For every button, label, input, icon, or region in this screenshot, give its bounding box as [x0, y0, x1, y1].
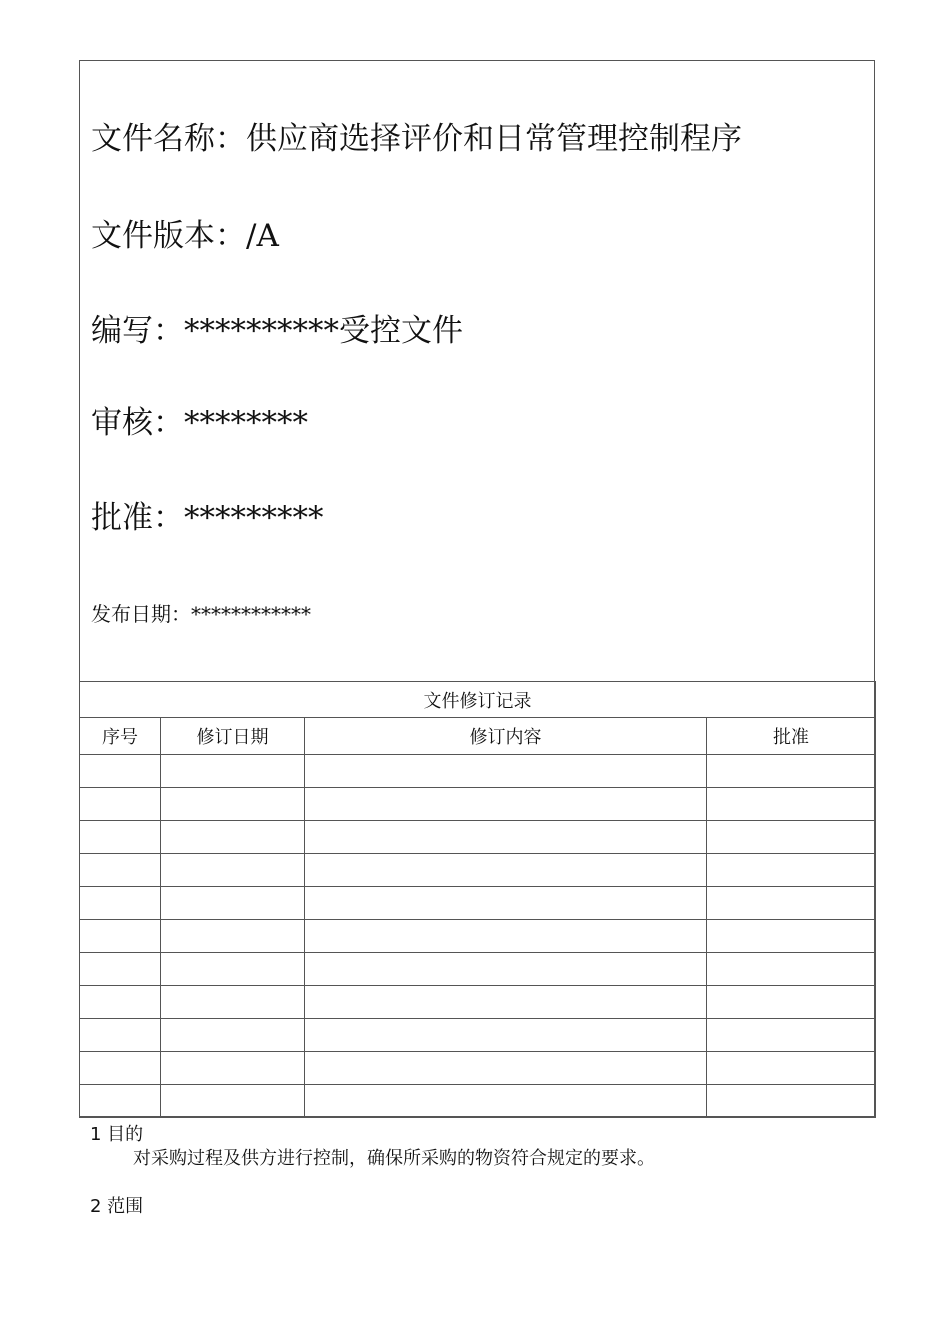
table-cell — [80, 986, 161, 1019]
table-cell — [80, 821, 161, 854]
table-cell — [161, 953, 305, 986]
reviewer-value: ******** — [184, 405, 308, 441]
table-row — [80, 1019, 876, 1052]
table-cell — [80, 920, 161, 953]
document-name-line — [91, 119, 742, 159]
column-header-number: 序号 — [80, 718, 161, 755]
table-cell — [161, 821, 305, 854]
table-cell — [80, 1052, 161, 1085]
table-row — [80, 788, 876, 821]
table-cell — [161, 854, 305, 887]
table-cell — [707, 920, 876, 953]
table-cell — [161, 1019, 305, 1052]
table-cell — [305, 986, 707, 1019]
table-cell — [305, 887, 707, 920]
purpose-heading: 1 目的 — [90, 1124, 144, 1145]
document-name-value: 供应商选择评价和日常管理控制程序 — [246, 121, 742, 157]
table-cell — [707, 887, 876, 920]
reviewer-line — [91, 403, 308, 443]
table-row — [80, 854, 876, 887]
release-date-value: ************ — [191, 602, 311, 626]
table-cell — [707, 788, 876, 821]
document-version-label: 文件版本： — [91, 218, 246, 254]
document-version-value: /A — [246, 218, 279, 254]
reviewer-label: 审核： — [91, 405, 184, 441]
table-cell — [707, 1052, 876, 1085]
writer-label: 编写： — [91, 313, 184, 349]
document-cover — [79, 60, 875, 1117]
table-cell — [305, 953, 707, 986]
table-cell — [80, 854, 161, 887]
document-version-line — [91, 216, 279, 256]
release-date-label: 发布日期： — [91, 602, 191, 626]
column-header-approval: 批准 — [707, 718, 876, 755]
table-row — [80, 1052, 876, 1085]
table-cell — [707, 1019, 876, 1052]
table-cell — [80, 1019, 161, 1052]
approver-value: ********* — [184, 500, 324, 536]
approver-line — [91, 498, 324, 538]
table-cell — [305, 920, 707, 953]
release-date-line — [91, 600, 311, 628]
column-header-revision-date: 修订日期 — [161, 718, 305, 755]
table-cell — [80, 1085, 161, 1118]
table-row — [80, 755, 876, 788]
writer-line — [91, 311, 463, 351]
table-cell — [305, 854, 707, 887]
table-cell — [161, 1085, 305, 1118]
table-cell — [80, 887, 161, 920]
document-name-label: 文件名称： — [91, 121, 246, 157]
table-row — [80, 920, 876, 953]
table-cell — [80, 788, 161, 821]
table-cell — [305, 821, 707, 854]
table-cell — [305, 788, 707, 821]
table-cell — [161, 920, 305, 953]
writer-value: **********受控文件 — [184, 313, 463, 349]
revision-table-caption: 文件修订记录 — [80, 682, 876, 718]
table-cell — [305, 1019, 707, 1052]
table-row — [80, 953, 876, 986]
approver-label: 批准： — [91, 500, 184, 536]
table-cell — [161, 788, 305, 821]
table-row — [80, 1085, 876, 1118]
table-cell — [305, 1085, 707, 1118]
table-cell — [80, 953, 161, 986]
table-cell — [707, 854, 876, 887]
table-row — [80, 986, 876, 1019]
table-cell — [707, 755, 876, 788]
revision-record-table — [79, 681, 876, 1118]
table-cell — [161, 1052, 305, 1085]
table-cell — [161, 887, 305, 920]
table-cell — [161, 986, 305, 1019]
table-row — [80, 887, 876, 920]
table-cell — [80, 755, 161, 788]
column-header-revision-content: 修订内容 — [305, 718, 707, 755]
revision-table-header — [80, 718, 876, 755]
table-cell — [305, 1052, 707, 1085]
table-cell — [707, 986, 876, 1019]
table-cell — [305, 755, 707, 788]
table-row — [80, 821, 876, 854]
table-cell — [707, 1085, 876, 1118]
table-cell — [707, 821, 876, 854]
scope-heading: 2 范围 — [90, 1196, 144, 1217]
table-cell — [707, 953, 876, 986]
purpose-text: 对采购过程及供方进行控制，确保所采购的物资符合规定的要求。 — [133, 1148, 655, 1169]
table-cell — [161, 755, 305, 788]
